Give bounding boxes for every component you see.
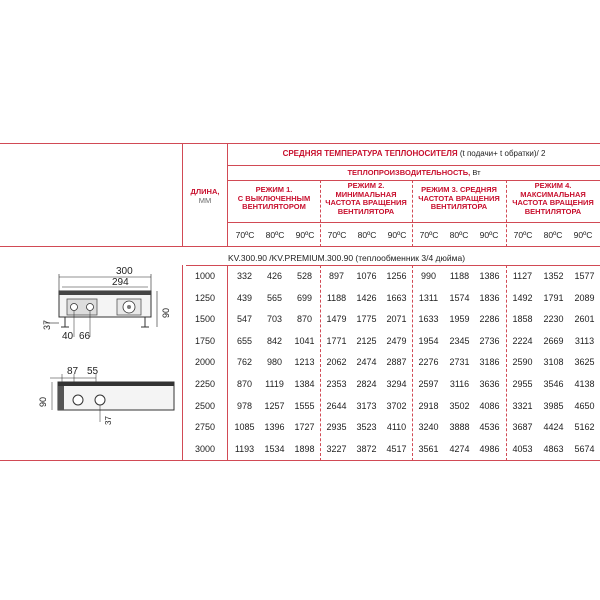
table-cell: 2731 [449,357,470,368]
table-cell: 978 [236,400,253,411]
table-cell: 4863 [543,443,564,454]
table-cell: 1256 [386,271,407,281]
table-cell: 2590 [512,357,533,368]
table-cell: 1352 [543,271,564,281]
row-length: 1000 [194,271,216,281]
table-cell: 1076 [356,271,377,281]
temp-mode2-1: 80ºC [357,230,377,240]
temp-mode3-1: 80ºC [449,230,469,240]
row-length: 3000 [194,443,216,454]
table-cell: 3625 [574,357,595,368]
table-cell: 2345 [449,335,470,346]
table-cell: 547 [236,314,253,325]
vrule-mode3 [506,180,507,247]
temp-mode3-0: 70ºC [419,230,439,240]
bottom-rule [0,460,600,461]
table-cell: 762 [236,357,253,368]
table-cell: 1663 [386,292,407,303]
table-cell: 2644 [326,400,347,411]
vrule-mode3-body [506,265,507,461]
table-cell: 1534 [264,443,285,454]
model-label: KV.300.90 /KV.PREMIUM.300.90 (теплообменник 3/4 дюйма) [228,253,466,263]
dim-37-side: 37 [104,416,113,425]
row-length: 2250 [194,379,216,389]
outlet-pipe-icon [95,395,105,405]
table-cell: 2824 [356,379,377,389]
length-label: ДЛИНА, [190,187,220,196]
table-cell: 2669 [543,335,564,346]
table-cell: 2479 [386,335,407,346]
temp-mode2-2: 90ºC [387,230,407,240]
table-cell: 3240 [418,422,439,433]
table-cell: 3888 [449,422,470,433]
table-cell: 2918 [418,400,439,411]
table-cell: 3985 [543,400,564,411]
row-length: 2500 [194,400,216,411]
row-length: 1750 [194,335,216,346]
table-cell: 2071 [386,314,407,325]
table-cell: 3173 [356,400,377,411]
vrule-mode1-body [320,265,321,461]
table-cell: 3636 [479,379,500,389]
table-cell: 1119 [265,379,284,389]
table-cell: 4650 [574,400,595,411]
table-cell: 565 [266,292,283,303]
table-cell: 3546 [543,379,564,389]
table-cell: 4110 [386,422,407,433]
table-cell: 870 [236,379,253,389]
dim-90-right: 90 [161,307,171,318]
dim-66: 66 [79,331,91,342]
dim-294: 294 [112,277,129,288]
vrule-length [227,143,228,247]
vrule-left-body [182,265,183,461]
top-rule [0,143,600,144]
table-cell: 2601 [574,314,595,325]
table-cell: 2276 [418,357,439,368]
table-cell: 2353 [326,379,347,389]
dim-40: 40 [62,331,74,342]
table-cell: 1492 [512,292,533,303]
mode-2-header: РЕЖИМ 2. МИНИМАЛЬНАЯ ЧАСТОТА ВРАЩЕНИЯ ВЕНТИЛЯТОРА [325,181,407,216]
heat-output-label: ТЕПЛОПРОИЗВОДИТЕЛЬНОСТЬ, [347,168,471,177]
table-cell: 699 [296,292,313,303]
table-cell: 3108 [543,357,564,368]
table-cell: 3502 [449,400,470,411]
side-grille [58,382,174,386]
table-cell: 3294 [386,379,407,389]
rule-modes [228,222,600,223]
table-cell: 3872 [356,443,377,454]
table-cell: 842 [266,335,283,346]
table-cell: 870 [296,314,313,325]
table-cell: 1396 [264,422,285,433]
table-cell: 426 [266,271,283,281]
table-cell: 1041 [294,335,315,346]
table-cell: 1257 [264,400,285,411]
avg-temp-header [230,150,598,159]
table-cell: 2474 [356,357,377,368]
table-cell: 1574 [449,292,470,303]
table-cell: 2224 [512,335,533,346]
table-cell: 1213 [294,357,315,368]
table-cell: 4536 [479,422,500,433]
table-cell: 5674 [574,443,595,454]
table-cell: 3523 [356,422,377,433]
table-cell: 1384 [294,379,315,389]
table-cell: 2230 [543,314,564,325]
table-cell: 4517 [386,443,407,454]
table-cell: 990 [420,271,437,281]
table-cell: 703 [266,314,283,325]
vrule-length-body [227,265,228,461]
table-cell: 4086 [479,400,500,411]
mode-3-header: РЕЖИМ 3. СРЕДНЯЯ ЧАСТОТА ВРАЩЕНИЯ ВЕНТИЛЯТОРА [418,185,500,211]
table-cell: 1188 [326,292,347,303]
rule-avg-temp [228,165,600,166]
rule-header-bottom [0,246,600,247]
table-cell: 1555 [294,400,315,411]
avg-temp-label: СРЕДНЯЯ ТЕМПЕРАТУРА ТЕПЛОНОСИТЕЛЯ [282,149,458,158]
temp-mode4-2: 90ºC [573,230,593,240]
vrule-mode2 [412,180,413,247]
table-cell: 1858 [512,314,533,325]
length-unit: ММ [198,195,212,205]
table-cell: 1426 [356,292,377,303]
table-cell: 332 [236,271,253,281]
table-cell: 1479 [326,314,347,325]
inlet-pipe-icon [73,395,83,405]
dim-90-side: 90 [38,396,48,407]
vrule-mode2-body [412,265,413,461]
table-cell: 1193 [234,443,255,454]
table-cell: 4986 [479,443,500,454]
mode-1-header: РЕЖИМ 1. С ВЫКЛЮЧЕННЫМ ВЕНТИЛЯТОРОМ [237,185,311,211]
dim-55: 55 [87,366,99,377]
row-length: 2000 [194,357,216,368]
table-cell: 3687 [512,422,533,433]
table-cell: 2125 [356,335,377,346]
table-cell: 4274 [449,443,470,454]
table-cell: 1188 [449,271,470,281]
grille-top [59,291,151,295]
row-length: 1250 [194,292,216,303]
table-cell: 1386 [479,271,500,281]
table-cell: 2955 [512,379,533,389]
rule-model [186,265,600,266]
table-cell: 1127 [512,271,533,281]
table-cell: 980 [266,357,283,368]
table-cell: 2887 [386,357,407,368]
table-cell: 1954 [418,335,439,346]
table-cell: 3321 [512,400,533,411]
table-cell: 3113 [574,335,595,346]
table-cell: 1791 [543,292,564,303]
dim-300: 300 [116,266,133,277]
table-cell: 1085 [234,422,255,433]
table-cell: 2062 [326,357,347,368]
temp-mode1-0: 70ºC [235,230,255,240]
table-cell: 439 [236,292,253,303]
table-cell: 1633 [418,314,439,325]
table-cell: 3702 [386,400,407,411]
table-cell: 1771 [326,335,347,346]
table-cell: 2935 [326,422,347,433]
table-cell: 1577 [574,271,595,281]
table-cell: 655 [236,335,253,346]
row-length: 2750 [194,422,216,433]
table-cell: 2597 [418,379,439,389]
table-cell: 1959 [449,314,470,325]
table-cell: 4424 [543,422,564,433]
heat-output-header [230,169,598,178]
table-cell: 4053 [512,443,533,454]
mode-4-header: РЕЖИМ 4. МАКСИМАЛЬНАЯ ЧАСТОТА ВРАЩЕНИЯ ВЕНТИЛЯТОРА [512,181,594,216]
table-cell: 1311 [418,292,439,303]
table-cell: 2736 [479,335,500,346]
table-cell: 3186 [479,357,500,368]
temp-mode4-0: 70ºC [513,230,533,240]
temp-mode4-1: 80ºC [543,230,563,240]
table-cell: 1775 [356,314,377,325]
dim-87: 87 [67,366,79,377]
table-cell: 1727 [294,422,315,433]
avg-temp-formula: (t подачи+ t обратки)/ 2 [459,149,546,158]
vrule-left [182,143,183,247]
temp-mode1-1: 80ºC [265,230,285,240]
length-header [187,188,223,205]
table-cell: 3227 [326,443,347,454]
row-length: 1500 [194,314,216,325]
table-cell: 897 [328,271,345,281]
table-cell: 2089 [574,292,595,303]
temp-mode1-2: 90ºC [295,230,315,240]
table-cell: 5162 [574,422,595,433]
vrule-mode1 [320,180,321,247]
table-cell: 3561 [418,443,439,454]
dim-37-left: 37 [42,319,52,330]
table-cell: 528 [296,271,313,281]
temp-mode2-0: 70ºC [327,230,347,240]
table-cell: 2286 [479,314,500,325]
table-cell: 4138 [574,379,595,389]
table-cell: 1898 [294,443,315,454]
temp-mode3-2: 90ºC [479,230,499,240]
table-cell: 3116 [449,379,470,389]
table-cell: 1836 [479,292,500,303]
heat-output-unit: Вт [472,168,481,177]
front-profile-drawing [35,265,175,345]
